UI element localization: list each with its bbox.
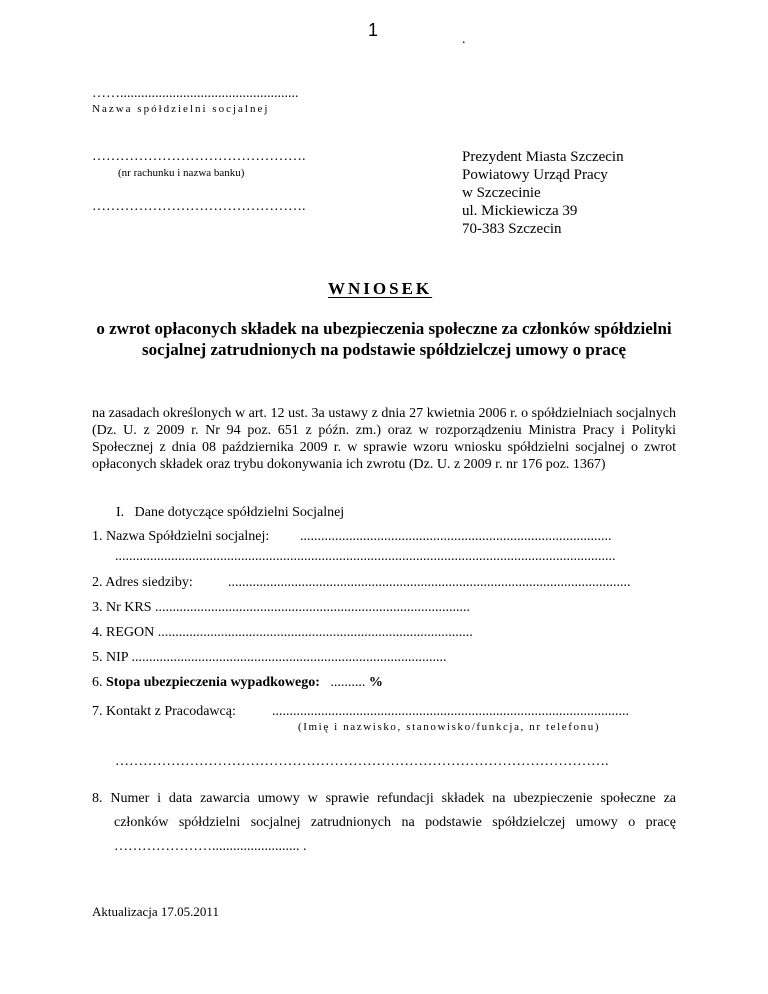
item-5-nip[interactable]: 5. NIP .......................................................................................... bbox=[92, 650, 447, 665]
item-7-hint: (Imię i nazwisko, stanowisko/funkcja, nr telefonu) bbox=[298, 721, 601, 733]
document-title: WNIOSEK bbox=[328, 279, 433, 298]
item-8-agreement bbox=[92, 787, 676, 859]
item-4-regon[interactable]: 4. REGON .......................................................................................... bbox=[92, 625, 473, 640]
section-title: Dane dotyczące spółdzielni Socjalnej bbox=[134, 505, 345, 520]
cooperative-name-label: Nazwa spółdzielni socjalnej bbox=[92, 103, 270, 115]
section-numeral: I. bbox=[116, 505, 125, 520]
recipient-line-5: 70-383 Szczecin bbox=[462, 221, 562, 237]
page-number: 1 bbox=[368, 20, 379, 40]
item-7-field-continued[interactable]: ……………………………………………………………………………………………. bbox=[115, 754, 609, 769]
item-6-accident-rate bbox=[92, 675, 383, 691]
recipient-address bbox=[462, 148, 624, 238]
item-6-label: Stopa ubezpieczenia wypadkowego: bbox=[106, 675, 320, 690]
item-7-field[interactable]: ...................................................................................................... bbox=[272, 704, 629, 719]
recipient-line-3: w Szczecinie bbox=[462, 185, 541, 201]
item-1-label: 1. Nazwa Spółdzielni socjalnej: bbox=[92, 529, 270, 544]
recipient-line-2: Powiatowy Urząd Pracy bbox=[462, 167, 608, 183]
item-6-unit: % bbox=[368, 675, 383, 690]
header-dot: . bbox=[462, 32, 466, 47]
section-heading bbox=[116, 505, 344, 521]
bank-name-field[interactable]: ………………………………………. bbox=[92, 199, 306, 214]
item-3-krs[interactable]: 3. Nr KRS .......................................................................................... bbox=[92, 600, 471, 615]
item-2-field[interactable]: ................................................................................................................... bbox=[228, 575, 631, 590]
item-6-field[interactable]: .......... bbox=[330, 675, 366, 690]
update-date-footer: Aktualizacja 17.05.2011 bbox=[92, 904, 219, 919]
item-1-field-continued[interactable]: ............................................................................................................................................... bbox=[115, 549, 616, 564]
recipient-line-1: Prezydent Miasta Szczecin bbox=[462, 149, 624, 165]
cooperative-name-field[interactable]: ……................................................... bbox=[92, 86, 299, 101]
bank-account-field[interactable]: ………………………………………. bbox=[92, 149, 306, 164]
item-7-label: 7. Kontakt z Pracodawcą: bbox=[92, 704, 236, 719]
legal-basis-paragraph: na zasadach określonych w art. 12 ust. 3a ustawy z dnia 27 kwietnia 2006 r. o spółdzielniach socjalnych (Dz. U. z 2009 r. Nr 94 poz. 651 z późn. zm.) oraz w rozporządzeniu Ministra Pracy i Polityki Społecznej z dnia 08 października 2009 r. w sprawie wzoru wniosku spółdzielni socjalnej o zwrot opłaconych składek oraz trybu dokonywania ich zwrotu (Dz. U. z 2009 r. nr 176 poz. 1367) bbox=[92, 406, 676, 472]
item-1-field[interactable]: ......................................................................................... bbox=[300, 529, 612, 544]
bank-account-label: (nr rachunku i nazwa banku) bbox=[118, 167, 245, 179]
item-2-label: 2. Adres siedziby: bbox=[92, 575, 193, 590]
document-subtitle: o zwrot opłaconych składek na ubezpieczenia społeczne za członków spółdzielni socjalnej zatrudnionych na podstawie spółdzielczej umowy o pracę bbox=[96, 319, 672, 359]
recipient-line-4: ul. Mickiewicza 39 bbox=[462, 203, 578, 219]
item-6-number: 6. bbox=[92, 675, 106, 690]
item-8-text[interactable]: 8. Numer i data zawarcia umowy w sprawie refundacji składek na ubezpieczenie społeczne za członków spółdzielni socjalnej zatrudnionych na podstawie spółdzielczej umowy o pracę …………………......................... . bbox=[92, 791, 676, 854]
